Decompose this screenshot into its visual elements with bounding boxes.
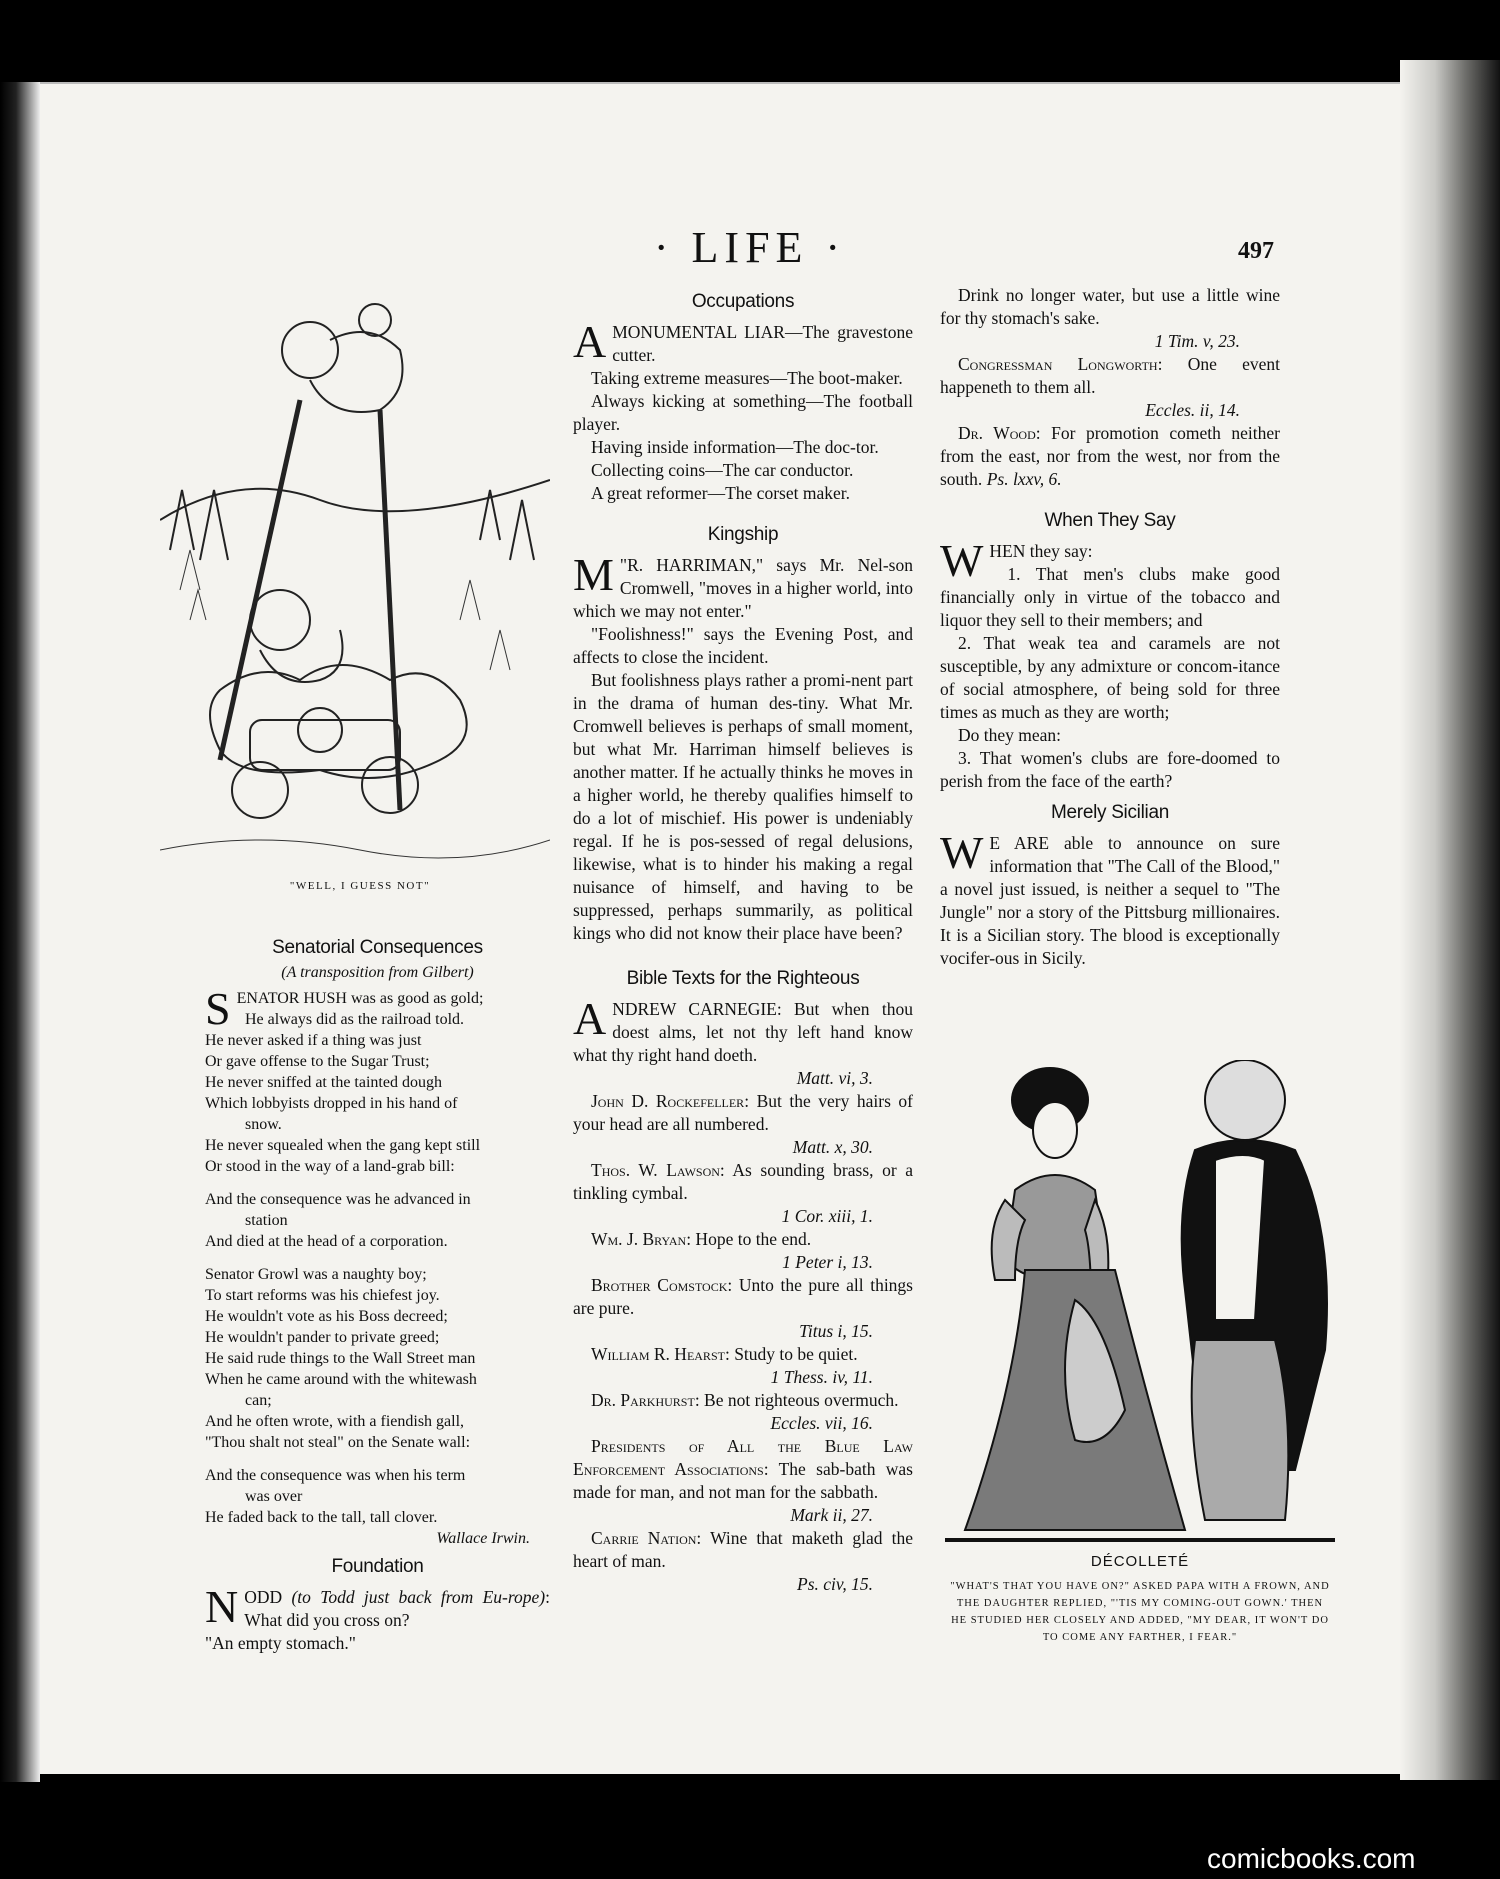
- when-they-say-lines: [940, 535, 1280, 793]
- stanza-gap: [205, 1252, 550, 1264]
- citation: 1 Peter i, 13.: [782, 1252, 873, 1272]
- col3-p2: [940, 353, 1280, 399]
- citation: Mark ii, 27.: [790, 1505, 873, 1525]
- article-title: Bible Texts for the Righteous: [626, 968, 860, 989]
- poem-lines: [205, 983, 550, 1528]
- quote: : Wine that maketh glad the heart of man.: [573, 1528, 913, 1571]
- right-column: [940, 284, 1280, 970]
- bible-entry: [573, 1159, 913, 1205]
- poem-line: To start reforms was his chiefest joy.: [205, 1287, 440, 1304]
- speaker: Wm. J. Bryan: [591, 1229, 687, 1249]
- col3-p1: Drink no longer water, but use a little wine for thy stomach's sake.: [940, 285, 1280, 328]
- quote: : Be not righteous overmuch.: [694, 1390, 899, 1410]
- citation: 1 Cor. xiii, 1.: [781, 1206, 873, 1226]
- poem-line: Or stood in the way of a land-grab bill:: [205, 1158, 455, 1175]
- drop-cap: W: [940, 535, 984, 586]
- question: : What did you cross on?: [244, 1587, 551, 1630]
- quote: : Unto the pure all things are pure.: [573, 1275, 913, 1318]
- when-they-say-line: 3. That women's clubs are fore-doomed to perish from the face of the earth?: [940, 748, 1280, 791]
- poem-line: was over: [245, 1488, 303, 1505]
- senatorial-consequences-article: [205, 930, 550, 1655]
- stanza-gap: [205, 1177, 550, 1189]
- citation: Matt. vi, 3.: [796, 1068, 873, 1088]
- decollete-caption: "WHAT'S THAT YOU HAVE ON?" ASKED PAPA WITH A FROWN, AND THE DAUGHTER REPLIED, "'TIS MY COMING-OUT GOWN.' THEN HE STUDIED HER CLOSELY AND ADDED, "MY DEAR, IT WON'T DO TO COME ANY FARTHER, I FEAR.": [950, 1581, 1330, 1643]
- citation: Eccles. vii, 16.: [770, 1413, 873, 1433]
- drop-cap: N: [205, 1581, 239, 1632]
- article-title: Kingship: [707, 524, 779, 545]
- quote: : As sounding brass, or a tinkling cymbal.: [573, 1160, 913, 1203]
- drop-cap: A: [573, 316, 607, 367]
- article-title: Foundation: [331, 1556, 424, 1577]
- cartoon-caption: "WELL, I GUESS NOT": [289, 880, 431, 892]
- bible-entry: [573, 1389, 913, 1412]
- poem-line: He never asked if a thing was just: [205, 1032, 422, 1049]
- poem-line: can;: [245, 1392, 272, 1409]
- quote: : The sab-bath was made for man, and not man for the sabbath.: [573, 1459, 913, 1502]
- citation: Titus i, 15.: [799, 1321, 873, 1341]
- speaker: Brother Comstock: [591, 1275, 728, 1295]
- speaker: Congressman Longworth: [958, 354, 1158, 374]
- poem-line: And the consequence was when his term: [205, 1467, 466, 1484]
- poem-line: Or gave offense to the Sugar Trust;: [205, 1053, 430, 1070]
- speaker: Carrie Nation: [591, 1528, 697, 1548]
- when-they-say-line: HEN they say:: [989, 541, 1093, 561]
- bible-entry: [573, 993, 913, 1067]
- poem-line: Which lobbyists dropped in his hand of: [205, 1095, 458, 1112]
- speaker: William R. Hearst: [591, 1344, 725, 1364]
- sicilian-body: E ARE able to announce on sure information that "The Call of the Blood," a novel just issued, is neither a sequel to "The Jungle" nor a story of the Pittsburg millionaires. It is a Sicilian story. The blood is exceptionally vocifer-ous in Sicily.: [940, 833, 1280, 968]
- occupations-list: [573, 316, 913, 505]
- page-edge-shadow: [1400, 60, 1500, 1780]
- bible-entry: [573, 1435, 913, 1504]
- speaker: Thos. W. Lawson: [591, 1160, 720, 1180]
- bible-entry: [573, 1343, 913, 1366]
- speaker: Presidents of All the Blue Law Enforcement Associations: [573, 1436, 913, 1479]
- cartoon-stilts-illustration: [160, 290, 550, 870]
- drop-cap: M: [573, 549, 614, 600]
- speaker: John D. Rockefeller: [591, 1091, 745, 1111]
- bible-entry: [573, 1090, 913, 1136]
- drop-cap: W: [940, 827, 984, 878]
- occupation-line: MONUMENTAL LIAR—The gravestone cutter.: [612, 322, 913, 365]
- quote: : For promotion cometh neither from the east, nor from the west, nor from the south.: [940, 423, 1281, 489]
- speaker: Dr. Parkhurst: [591, 1390, 695, 1410]
- occupations-lines: [573, 316, 913, 505]
- poem-line: He wouldn't pander to private greed;: [205, 1329, 440, 1346]
- middle-column: [573, 284, 913, 1596]
- col3-p3: [940, 422, 1280, 491]
- bible-texts: [573, 993, 913, 1596]
- article-title: Merely Sicilian: [1051, 802, 1169, 823]
- when-they-say-line: 2. That weak tea and caramels are not susceptible, by any admixture or concom-itance of social atmosphere, of being sold for three times as much as they are worth;: [940, 633, 1280, 722]
- masthead: · LIFE ·: [653, 223, 847, 272]
- kingship-p1: M "R. HARRIMAN," says Mr. Nel-son Cromwell, "moves in a higher world, into which we may not enter.": [573, 549, 913, 621]
- poem-line: station: [245, 1212, 288, 1229]
- occupation-line: Having inside information—The doc-tor.: [591, 437, 879, 457]
- article-title: Senatorial Consequences: [272, 937, 483, 958]
- poem-line: snow.: [245, 1116, 282, 1133]
- kingship-p3: But foolishness plays rather a promi-nent part in the drama of human des-tiny. What Mr. Cromwell believes is perhaps of small moment, but what Mr. Harriman himself believes is another matter. If he actually thinks he moves in a higher world, he thereby qualifies himself to do a lot of mischief. His power is undeniably regal. If he is pos-sessed of regal delusions, likewise, what is to hinder his making a regal nuisance of himself, and having to be suppressed, perhaps summarily, as political kings who did not know their place have been?: [573, 670, 913, 943]
- poem-line: And he often wrote, with a fiendish gall,: [205, 1413, 465, 1430]
- watermark: comicbooks.com: [1207, 1843, 1416, 1874]
- citation: Ps. civ, 15.: [797, 1574, 873, 1594]
- citation: Matt. x, 30.: [792, 1137, 873, 1157]
- book-gutter: [0, 82, 40, 1782]
- poem-line: ENATOR HUSH was as good as gold;: [236, 990, 484, 1007]
- foundation-text: [205, 1581, 551, 1655]
- kingship-p1-text: R. HARRIMAN," says Mr. Nel-son Cromwell, "moves in a higher world, into which we may not enter.": [573, 555, 913, 621]
- sicilian-text: [940, 827, 1280, 970]
- poem-line: And the consequence was he advanced in: [205, 1191, 471, 1208]
- quote: : Hope to the end.: [686, 1229, 812, 1249]
- poem-line: He wouldn't vote as his Boss decreed;: [205, 1308, 448, 1325]
- poem-line: He faded back to the tall, tall clover.: [205, 1509, 438, 1526]
- bible-entry: [573, 1527, 913, 1573]
- page-number: 497: [1238, 238, 1274, 264]
- poem-line: He never squealed when the gang kept still: [205, 1137, 481, 1154]
- poem-line: And died at the head of a corporation.: [205, 1233, 448, 1250]
- stanza-gap: [205, 1453, 550, 1465]
- when-they-say-line: 1. That men's clubs make good financially only in virtue of the tobacco and liquor they sell to their members; and: [940, 564, 1280, 630]
- citation: Ps. lxxv, 6.: [986, 469, 1062, 489]
- quote: : But when thou doest alms, let not thy left hand know what thy right hand doeth.: [573, 999, 913, 1065]
- stage-direction: (to Todd just back from Eu-rope): [291, 1587, 546, 1607]
- article-title: When They Say: [1044, 510, 1176, 531]
- poem-line: When he came around with the whitewash: [205, 1371, 477, 1388]
- article-subtitle: (A transposition from Gilbert): [281, 964, 474, 981]
- poem-line: He said rude things to the Wall Street man: [205, 1350, 476, 1367]
- quote: : Study to be quiet.: [724, 1344, 858, 1364]
- poem-author: Wallace Irwin.: [436, 1530, 530, 1547]
- drop-cap: A: [573, 993, 607, 1044]
- poem-line: He never sniffed at the tainted dough: [205, 1074, 442, 1091]
- citation: Eccles. ii, 14.: [1145, 400, 1240, 420]
- quote: : But the very hairs of your head are all numbered.: [573, 1091, 913, 1134]
- speaker: Dr. Wood: [958, 423, 1036, 443]
- when-they-say-text: [940, 535, 1280, 793]
- occupation-line: Always kicking at something—The football player.: [573, 391, 913, 434]
- kingship-p2: "Foolishness!" says the Evening Post, and affects to close the incident.: [573, 624, 913, 667]
- poem-line: Senator Growl was a naughty boy;: [205, 1266, 427, 1283]
- poem-line: "Thou shalt not steal" on the Senate wall:: [205, 1434, 471, 1451]
- when-they-say-line: Do they mean:: [958, 725, 1062, 745]
- bible-entry: [573, 1274, 913, 1320]
- decollete-illustration: [945, 1060, 1335, 1545]
- citation: 1 Tim. v, 23.: [1154, 331, 1240, 351]
- decollete-title: DÉCOLLETÉ: [1090, 1553, 1190, 1570]
- bible-entry: [573, 1228, 913, 1251]
- answer: "An empty stomach.": [205, 1633, 356, 1653]
- quote: : One event happeneth to them all.: [940, 354, 1280, 397]
- citation: 1 Thess. iv, 11.: [770, 1367, 873, 1387]
- speaker: ODD: [244, 1587, 283, 1607]
- article-title: Occupations: [691, 291, 795, 312]
- poem: [205, 983, 550, 1549]
- occupation-line: Collecting coins—The car conductor.: [591, 460, 854, 480]
- occupation-line: A great reformer—The corset maker.: [591, 483, 850, 503]
- drop-cap: S: [205, 983, 231, 1034]
- poem-line: He always did as the railroad told.: [245, 1011, 465, 1028]
- speaker: NDREW CARNEGIE: [612, 999, 777, 1019]
- occupation-line: Taking extreme measures—The boot-maker.: [591, 368, 903, 388]
